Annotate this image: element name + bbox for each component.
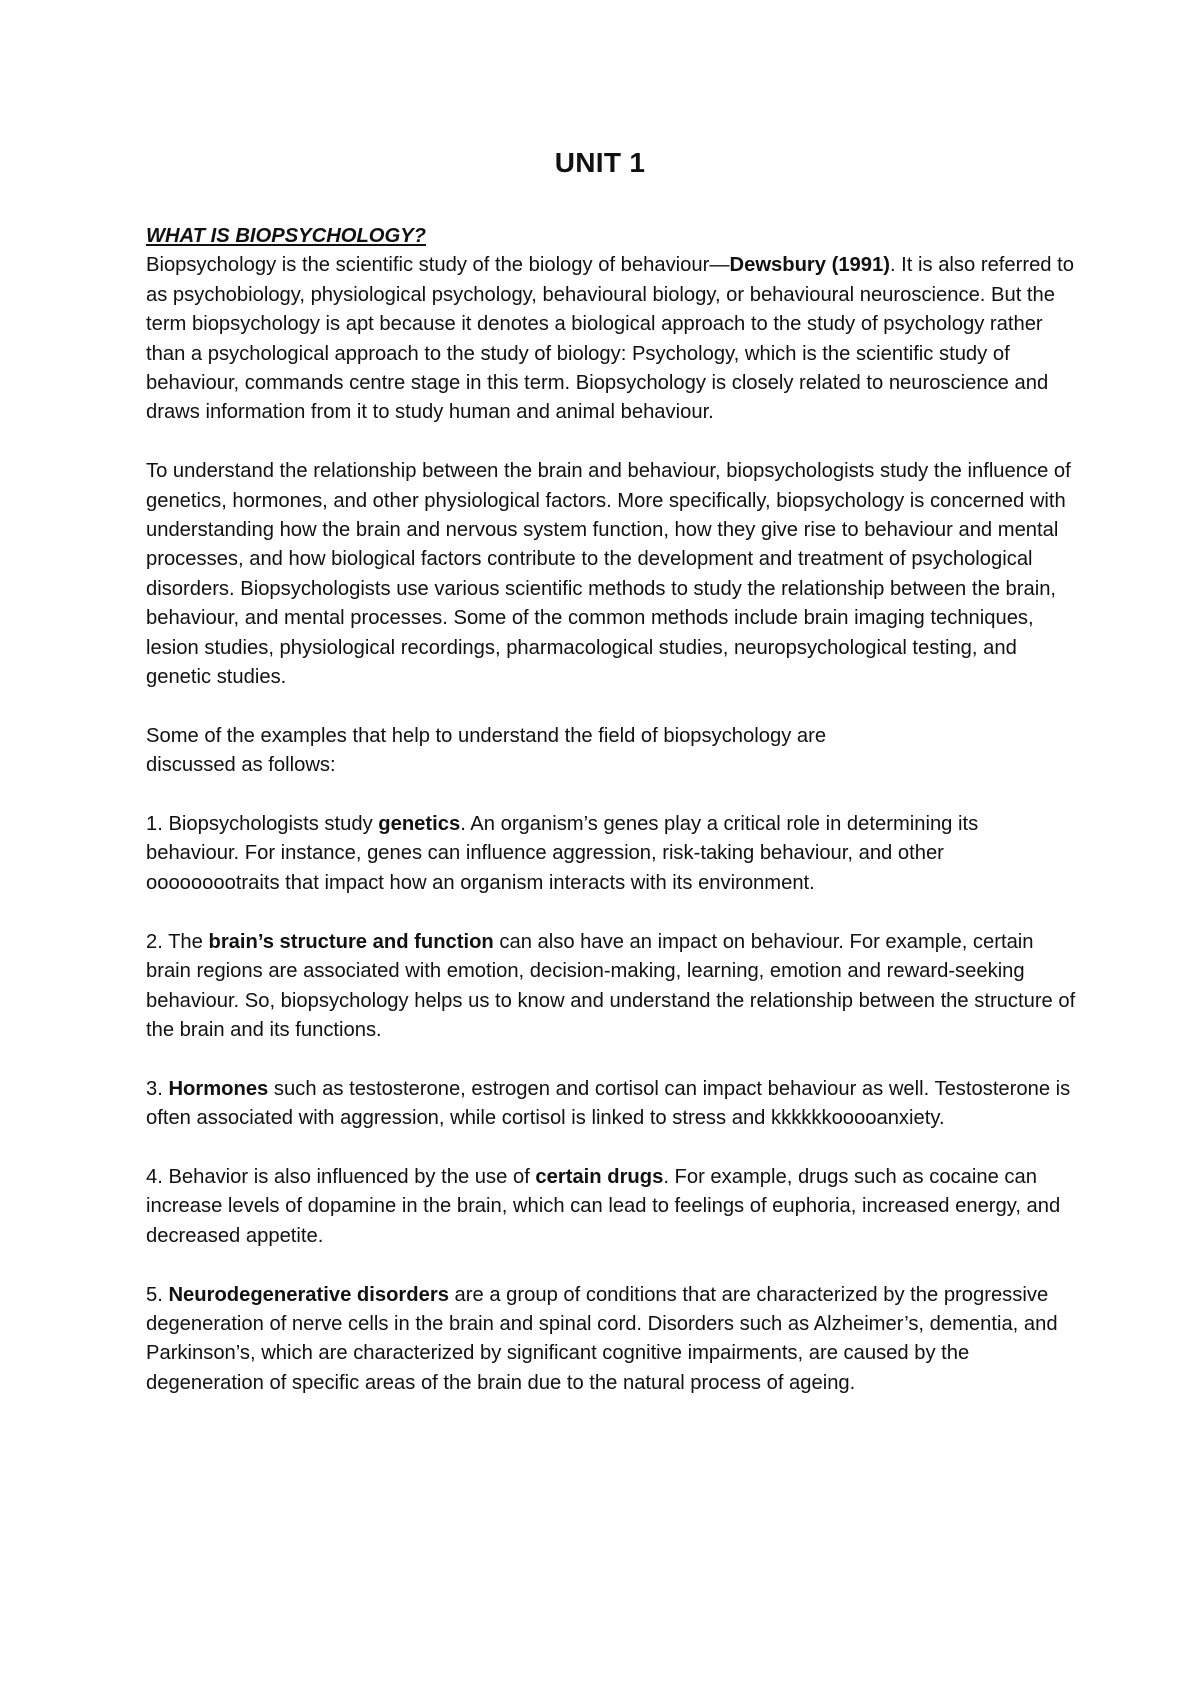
document-body (146, 222, 1076, 1428)
unit-title: UNIT 1 (554, 147, 646, 178)
list-item-drugs (146, 1163, 1076, 1251)
item-keyword: certain drugs (535, 1165, 664, 1188)
item-text-end: can also have an impact on behaviour. For example, certain brain regions are associated with emotion, decision-making, learning, emotion and reward-seeking behaviour. So, biopsychology helps us to know and understand the relationship between the structure of the brain and its functions. (146, 930, 1076, 1041)
examples-intro-paragraph (146, 722, 1076, 781)
methods-paragraph: To understand the relationship between the brain and behaviour, biopsychologists study the influence of genetics, hormones, and other physiological factors. More specifically, biopsychology is concerned with understanding how the brain and nervous system function, how they give rise to behaviour and mental processes, and how biological factors contribute to the development and treatment of psychological disorders. Biopsychologists use various scientific methods to study the relationship between the brain, behaviour, and mental processes. Some of the common methods include brain imaging techniques, lesion studies, physiological recordings, pharmacological studies, neuropsychological testing, and genetic studies. (146, 460, 1071, 689)
item-text-start: 5. (146, 1283, 169, 1306)
list-item-genetics (146, 810, 1076, 898)
intro-text-start: Biopsychology is the scientific study of the biology of behaviour— (146, 254, 730, 277)
item-text-start: 3. (146, 1077, 169, 1100)
citation: Dewsbury (1991) (729, 254, 890, 277)
list-item-neurodegenerative (146, 1281, 1076, 1399)
item-keyword: Neurodegenerative disorders (168, 1283, 449, 1306)
examples-intro-line-2: discussed as follows: (146, 754, 336, 777)
item-text-end: such as testosterone, estrogen and cortisol can impact behaviour as well. Testosterone is often associated with aggression, while cortisol is linked to stress and kkkkkkooooanxiety. (146, 1077, 1071, 1130)
intro-text-end: . It is also referred to as psychobiology, physiological psychology, behavioural biology, or behavioural neuroscience. But the term biopsychology is apt because it denotes a biological approach to the study of psychology rather than a psychological approach to the study of biology: Psychology, which is the scientific study of behaviour, commands centre stage in this term. Biopsychology is closely related to neuroscience and draws information from it to study human and animal behaviour. (146, 254, 1074, 424)
item-keyword: genetics (378, 813, 461, 836)
item-text-end: . An organism’s genes play a critical role in determining its behaviour. For instance, genes can influence aggression, risk-taking behaviour, and other ooooooootraits that impact how an organism interacts with its environment. (146, 813, 979, 894)
list-item-brain-structure (146, 928, 1076, 1046)
item-text-end: are a group of conditions that are characterized by the progressive degeneration of nerve cells in the brain and spinal cord. Disorders such as Alzheimer’s, dementia, and Parkinson’s, which are characterized by significant cognitive impairments, are caused by the degeneration of specific areas of the brain due to the natural process of ageing. (146, 1283, 1058, 1394)
item-text-start: 2. The (146, 930, 209, 953)
examples-intro-line-1: Some of the examples that help to understand the field of biopsychology are (146, 724, 827, 747)
item-text-start: 4. Behavior is also influenced by the use of (146, 1165, 536, 1188)
section-heading: WHAT IS BIOPSYCHOLOGY? (146, 225, 427, 247)
list-item-hormones (146, 1075, 1076, 1134)
intro-paragraph (146, 251, 1076, 427)
item-text-start: 1. Biopsychologists study (146, 813, 379, 836)
item-keyword: brain’s structure and function (208, 930, 494, 953)
item-text-end: . For example, drugs such as cocaine can increase levels of dopamine in the brain, which can lead to feelings of euphoria, increased energy, and decreased appetite. (146, 1165, 1061, 1247)
item-keyword: Hormones (168, 1077, 269, 1100)
